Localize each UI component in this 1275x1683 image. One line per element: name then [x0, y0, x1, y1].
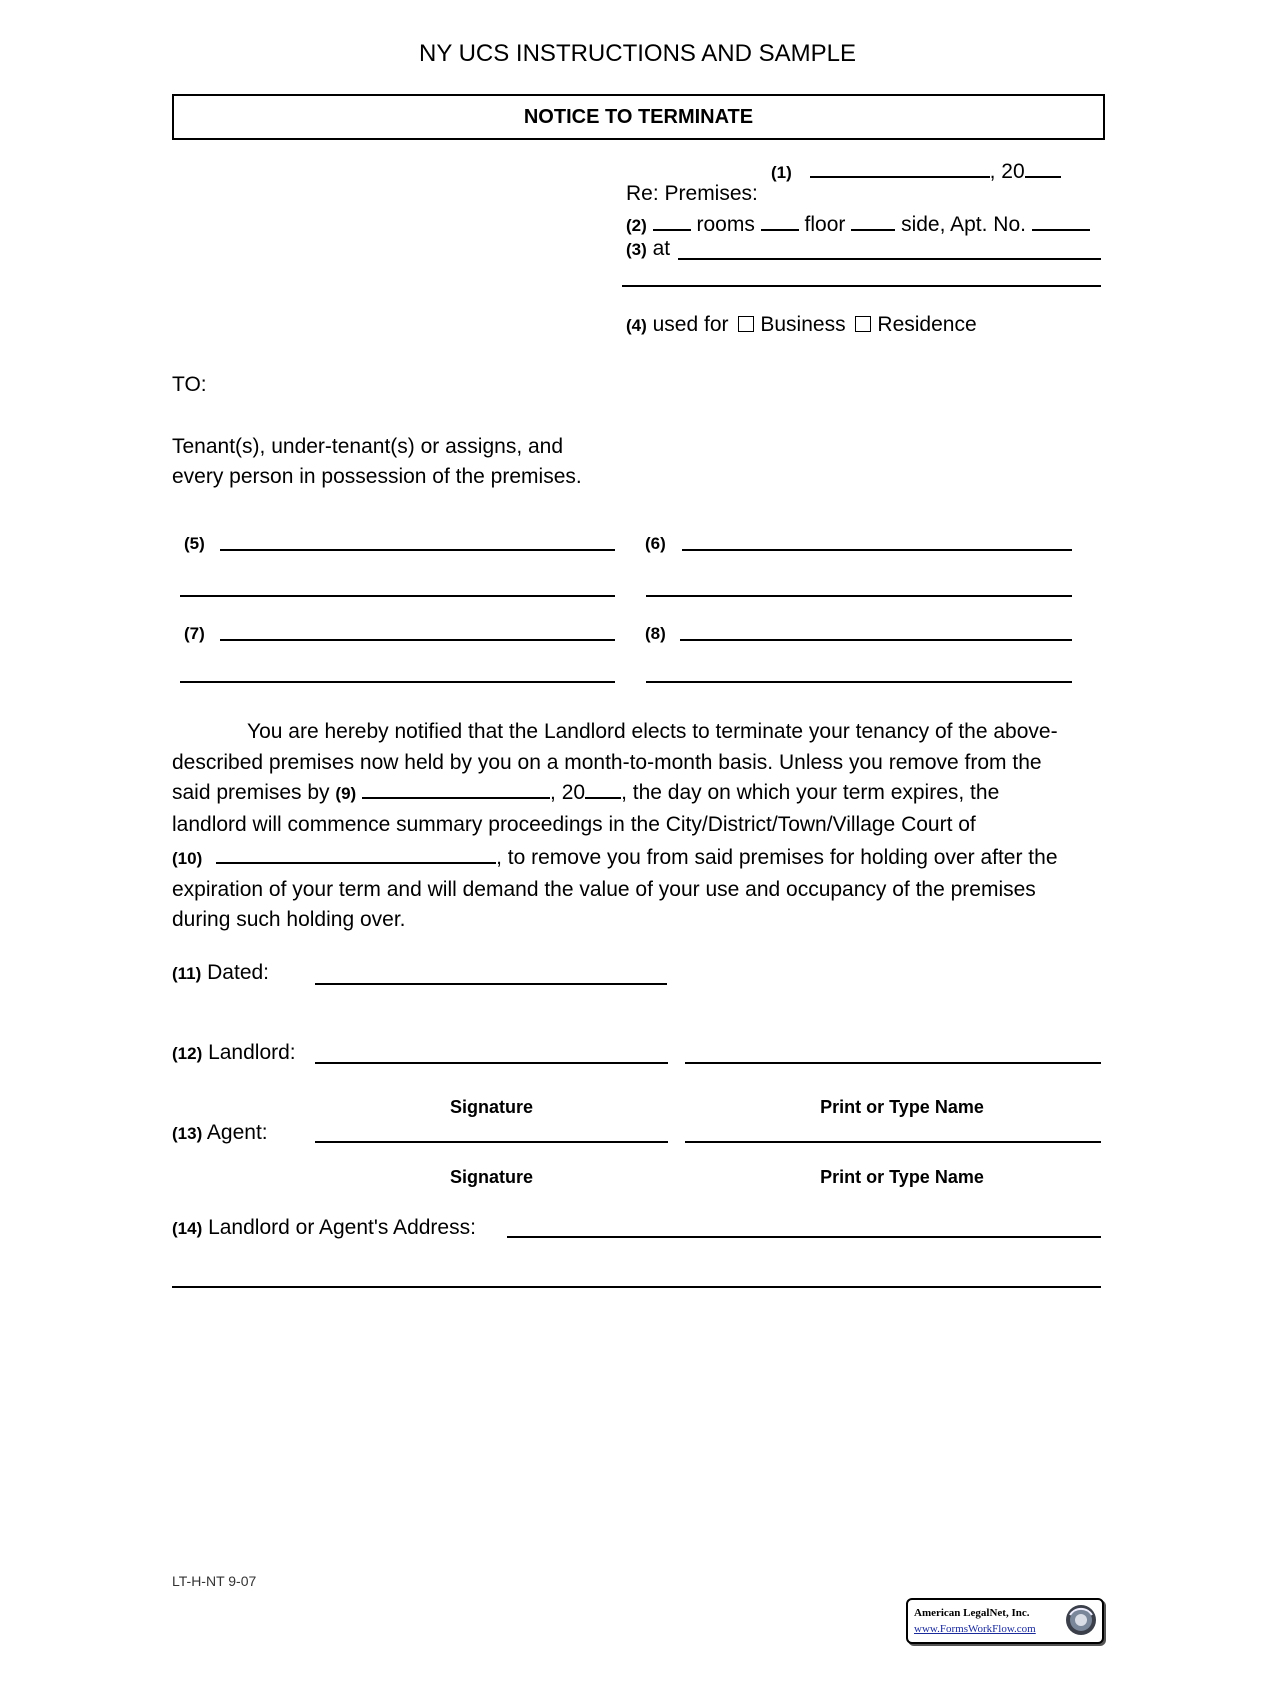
address-input-line-2[interactable]: [622, 285, 1101, 287]
tenant-6-input-line-1[interactable]: [682, 549, 1072, 551]
at-label: at: [652, 237, 671, 260]
legalnet-logo[interactable]: [906, 1598, 1104, 1644]
body-line-1-text: You are hereby notified that the Landlord elects to terminate your tenancy of the above-: [247, 720, 1058, 743]
agent-name-input[interactable]: [685, 1141, 1101, 1143]
agent-label: Agent:: [206, 1121, 268, 1144]
landlord-address-input-2[interactable]: [172, 1286, 1101, 1288]
field-number-6: (6): [645, 534, 666, 553]
form-title: NOTICE TO TERMINATE: [523, 106, 754, 128]
tenant-7-input-line-2[interactable]: [180, 681, 615, 683]
address-row: [172, 1217, 476, 1238]
business-label: Business: [760, 313, 846, 336]
apt-number-input[interactable]: [1032, 211, 1090, 231]
landlord-print-caption: Print or Type Name: [820, 1097, 984, 1117]
date-input[interactable]: [810, 158, 990, 178]
field-number-9: (9): [335, 784, 357, 803]
body-line-3-post: , the day on which your term expires, the: [621, 781, 1000, 804]
landlord-signature-input[interactable]: [315, 1062, 668, 1064]
field-number-4: (4): [626, 316, 647, 335]
tenant-8-input-line-2[interactable]: [646, 681, 1072, 683]
agent-signature-input[interactable]: [315, 1141, 668, 1143]
tenant-8-input-line-1[interactable]: [680, 639, 1072, 641]
field-number-13: (13): [172, 1124, 203, 1143]
landlord-row: [172, 1042, 296, 1063]
body-line-4-text: landlord will commence summary proceedings in the City/District/Town/Village Court of: [172, 812, 976, 836]
body-line-1: [172, 717, 1107, 748]
tenant-5-input-line-2[interactable]: [180, 595, 615, 597]
vacate-year-input[interactable]: [585, 779, 621, 799]
logo-company-name: American LegalNet, Inc.: [914, 1607, 1030, 1619]
dated-row: [172, 962, 269, 983]
used-for-label: used for: [652, 313, 729, 336]
vacate-date-input[interactable]: [362, 779, 550, 799]
tenants-text-line-2: every person in possession of the premises.: [172, 465, 582, 488]
dated-input[interactable]: [315, 983, 667, 985]
side-input[interactable]: [851, 211, 895, 231]
premises-line-4: [626, 314, 977, 335]
form-code: LT-H-NT 9-07: [172, 1573, 257, 1589]
body-line-5: [172, 843, 1107, 875]
body-line-6: [172, 875, 1107, 906]
body-line-2-text: described premises now held by you on a month-to-month basis. Unless you remove from the: [172, 750, 1042, 774]
page-header-title: NY UCS INSTRUCTIONS AND SAMPLE: [419, 40, 856, 67]
field-number-11: (11): [172, 964, 202, 983]
year-prefix: , 20: [989, 160, 1025, 183]
tenant-7-input-line-1[interactable]: [220, 639, 615, 641]
year-input[interactable]: [1025, 158, 1061, 178]
rooms-input[interactable]: [653, 211, 691, 231]
vacate-year-prefix: , 20: [550, 781, 586, 804]
field-number-2: (2): [626, 216, 647, 235]
agent-row: [172, 1122, 268, 1143]
premises-label: Re: Premises:: [626, 182, 758, 205]
date-field-row: [771, 158, 1061, 182]
floor-label: floor: [804, 213, 846, 236]
address-label: Landlord or Agent's Address:: [208, 1216, 476, 1239]
business-checkbox[interactable]: [738, 316, 754, 332]
body-line-6-text: expiration of your term and will demand the value of your use and occupancy of the premises: [172, 877, 1036, 901]
field-number-14: (14): [172, 1219, 203, 1238]
court-input[interactable]: [216, 844, 496, 864]
field-number-7: (7): [184, 624, 205, 643]
logo-url-link[interactable]: www.FormsWorkFlow.com: [914, 1623, 1036, 1635]
notice-paragraph: [172, 717, 1107, 936]
rooms-label: rooms: [696, 213, 755, 236]
field-number-10: (10): [172, 849, 203, 868]
agent-signature-caption: Signature: [449, 1167, 533, 1187]
body-line-2: [172, 748, 1107, 779]
body-line-7: [172, 905, 1107, 936]
address-input-line-1[interactable]: [678, 258, 1101, 260]
body-line-3: [172, 778, 1107, 810]
side-apt-label: side, Apt. No.: [901, 213, 1026, 236]
landlord-name-input[interactable]: [685, 1062, 1101, 1064]
body-line-3-pre: said premises by: [172, 781, 330, 804]
field-number-12: (12): [172, 1044, 203, 1063]
to-label: TO:: [172, 373, 207, 396]
tenants-text-line-1: Tenant(s), under-tenant(s) or assigns, and: [172, 435, 564, 458]
body-line-4: [172, 810, 1107, 841]
field-number-3: (3): [626, 240, 647, 259]
residence-label: Residence: [877, 313, 977, 336]
field-number-8: (8): [645, 624, 666, 643]
body-line-7-text: during such holding over.: [172, 908, 406, 931]
globe-icon: [1064, 1603, 1098, 1637]
tenant-6-input-line-2[interactable]: [646, 595, 1072, 597]
premises-line-3: [626, 238, 670, 259]
dated-label: Dated:: [207, 961, 270, 984]
residence-checkbox[interactable]: [855, 316, 871, 332]
body-line-5-post: , to remove you from said premises for holding over after the: [496, 846, 1058, 869]
premises-line-2: [626, 211, 1090, 235]
floor-input[interactable]: [761, 211, 799, 231]
form-title-box: [172, 94, 1105, 140]
landlord-address-input-1[interactable]: [507, 1236, 1101, 1238]
landlord-signature-caption: Signature: [449, 1097, 533, 1117]
tenant-5-input-line-1[interactable]: [220, 549, 615, 551]
field-number-5: (5): [184, 534, 205, 553]
field-number-1: (1): [771, 163, 792, 182]
agent-print-caption: Print or Type Name: [820, 1167, 984, 1187]
landlord-label: Landlord:: [208, 1041, 296, 1064]
